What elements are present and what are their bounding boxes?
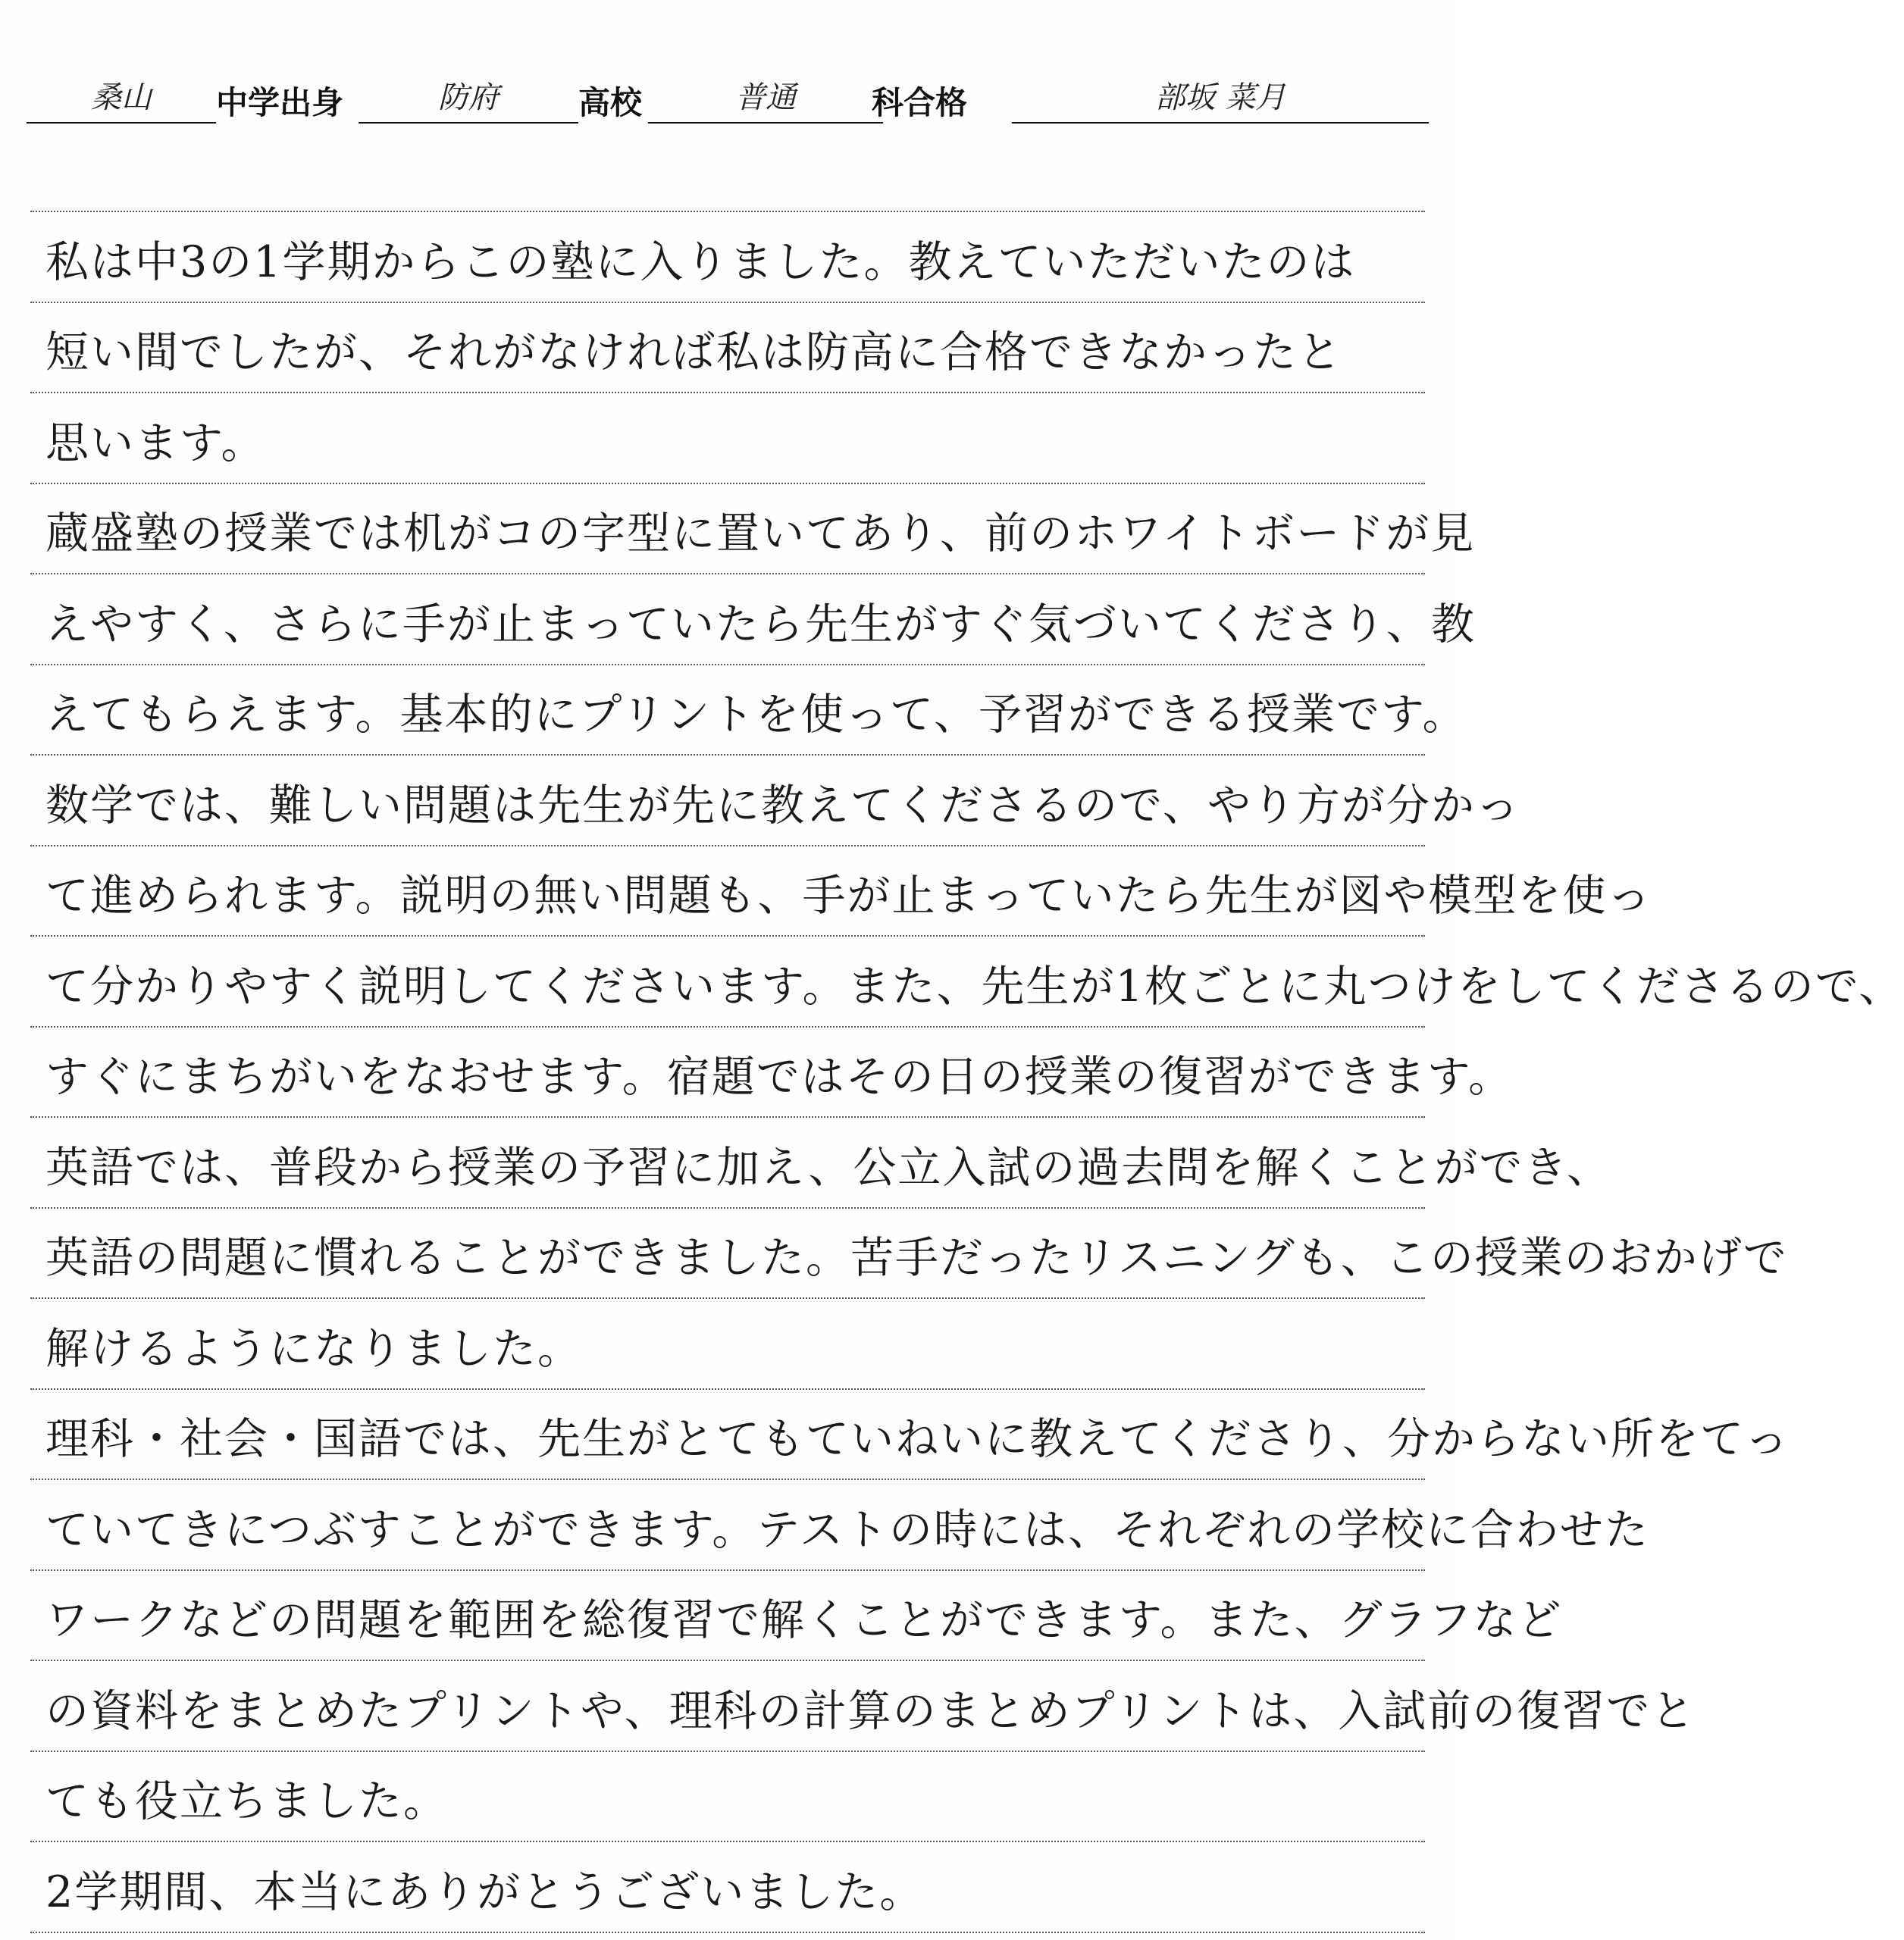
essay-line: ワークなどの問題を範囲を総復習で解くことができます。また、グラフなど (45, 1595, 1563, 1645)
ruled-line (30, 483, 1425, 484)
hometown-field: 防府 (359, 74, 578, 124)
ruled-line (30, 302, 1425, 303)
ruled-line (30, 1841, 1425, 1842)
student-name-field: 部坂 菜月 (1012, 74, 1429, 124)
ruled-line (30, 211, 1425, 212)
ruled-line (30, 935, 1425, 937)
essay-line: すぐにまちがいをなおせます。宿題ではその日の授業の復習ができます。 (45, 1052, 1514, 1102)
ruled-line (30, 392, 1425, 393)
ruled-line (30, 1478, 1425, 1480)
essay-line: て進められます。説明の無い問題も、手が止まっていたら先生が図や模型を使っ (45, 871, 1652, 921)
essay-line: 2学期間、本当にありがとうございました。 (45, 1867, 925, 1917)
course-field: 普通 (648, 74, 883, 124)
ruled-line (30, 1207, 1425, 1209)
essay-line: 数学では、難しい問題は先生が先に教えてくださるので、やり方が分かっ (45, 781, 1520, 831)
course-pass-label: 科合格 (872, 84, 968, 121)
essay-line: 理科・社会・国語では、先生がとてもていねいに教えてくださり、分からない所をてっ (45, 1414, 1790, 1464)
ruled-line (30, 845, 1425, 846)
essay-line: 私は中3の1学期からこの塾に入りました。教えていただいたのは (45, 237, 1356, 287)
essay-line: 解けるようになりました。 (45, 1324, 582, 1374)
ruled-line (30, 573, 1425, 574)
essay-line: の資料をまとめたプリントや、理科の計算のまとめプリントは、入試前の復習でと (45, 1686, 1696, 1736)
ruled-line (30, 1751, 1425, 1752)
essay-line: 短い間でしたが、それがなければ私は防高に合格できなかったと (45, 327, 1342, 377)
high-school-label: 高校 (578, 84, 643, 121)
ruled-line (30, 1026, 1425, 1028)
essay-line: えやすく、さらに手が止まっていたら先生がすぐ気づいてくださり、教 (45, 599, 1476, 649)
essay-line: ても役立ちました。 (45, 1776, 448, 1826)
ruled-line (30, 664, 1425, 665)
ruled-line (30, 1388, 1425, 1390)
ruled-line (30, 1116, 1425, 1118)
ruled-line (30, 1569, 1425, 1571)
ruled-line (30, 1660, 1425, 1661)
essay-line: 蔵盛塾の授業では机がコの字型に置いてあり、前のホワイトボードが見 (45, 508, 1476, 559)
ruled-line (30, 1932, 1425, 1933)
essay-line: 英語の問題に慣れることができました。苦手だったリスニングも、この授業のおかげで (45, 1233, 1788, 1283)
ruled-line (30, 1297, 1425, 1299)
origin-school-field: 桑山 (27, 74, 216, 124)
essay-line: て分かりやすく説明してくださいます。また、先生が1枚ごとに丸つけをしてくださるので、 (45, 962, 1904, 1012)
essay-line: ていてきにつぶすことができます。テストの時には、それぞれの学校に合わせた (45, 1505, 1650, 1555)
middle-school-label: 中学出身 (216, 84, 344, 121)
essay-line: 英語では、普段から授業の予習に加え、公立入試の過去問を解くことができ、 (45, 1143, 1612, 1193)
essay-line: 思います。 (45, 418, 266, 468)
header-row (27, 72, 1429, 133)
ruled-line (30, 754, 1425, 756)
essay-line: えてもらえます。基本的にプリントを使って、予習ができる授業です。 (45, 690, 1467, 740)
